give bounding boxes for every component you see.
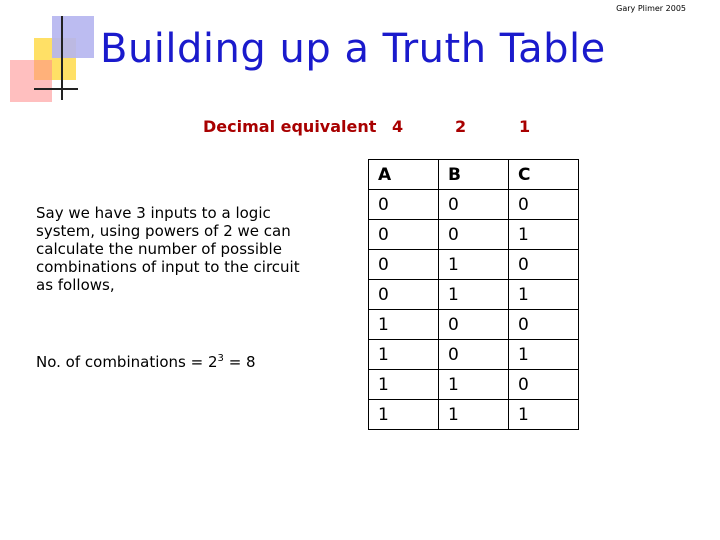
table-cell: 1 xyxy=(439,250,509,280)
table-row xyxy=(369,280,579,310)
slide-title: Building up a Truth Table xyxy=(100,26,606,72)
table-row xyxy=(369,370,579,400)
table-cell: 0 xyxy=(439,310,509,340)
table-cell: 1 xyxy=(369,310,439,340)
table-cell: 0 xyxy=(439,190,509,220)
table-cell: 1 xyxy=(509,280,579,310)
table-cell: 1 xyxy=(509,340,579,370)
column-header-b: B xyxy=(439,160,509,190)
column-header-a: A xyxy=(369,160,439,190)
table-cell: 0 xyxy=(439,340,509,370)
table-row xyxy=(369,220,579,250)
column-header-c: C xyxy=(509,160,579,190)
table-row xyxy=(369,190,579,220)
table-cell: 0 xyxy=(509,190,579,220)
table-cell: 0 xyxy=(369,220,439,250)
table-row xyxy=(369,310,579,340)
table-cell: 0 xyxy=(509,370,579,400)
table-row xyxy=(369,250,579,280)
table-cell: 1 xyxy=(369,340,439,370)
table-cell: 0 xyxy=(439,220,509,250)
table-cell: 1 xyxy=(439,370,509,400)
logo-blue-square xyxy=(52,16,94,58)
table-cell: 0 xyxy=(369,250,439,280)
combinations-result: = 8 xyxy=(228,353,256,371)
description-text: Say we have 3 inputs to a logic system, using powers of 2 we can calculate the number of possible combinations of input to the circuit as follows, xyxy=(36,204,300,294)
truth-table xyxy=(368,159,579,430)
table-cell: 0 xyxy=(509,310,579,340)
weight-a: 4 xyxy=(392,117,404,136)
table-cell: 0 xyxy=(369,280,439,310)
table-cell: 1 xyxy=(369,370,439,400)
combinations-exponent: 3 xyxy=(217,353,224,364)
logo-horizontal-line xyxy=(34,88,78,90)
weight-b: 2 xyxy=(455,117,467,136)
combinations-formula xyxy=(36,353,256,371)
table-row xyxy=(369,400,579,430)
table-cell: 1 xyxy=(509,400,579,430)
table-header-row xyxy=(369,160,579,190)
table-cell: 0 xyxy=(509,250,579,280)
table-row xyxy=(369,340,579,370)
weight-c: 1 xyxy=(519,117,531,136)
table-cell: 1 xyxy=(509,220,579,250)
logo-red-square xyxy=(10,60,52,102)
table-cell: 0 xyxy=(369,190,439,220)
author-credit: Gary Plimer 2005 xyxy=(616,4,686,13)
table-cell: 1 xyxy=(369,400,439,430)
table-cell: 1 xyxy=(439,400,509,430)
decimal-equivalent-label: Decimal equivalent xyxy=(203,117,377,136)
table-cell: 1 xyxy=(439,280,509,310)
combinations-prefix: No. of combinations = 2 xyxy=(36,353,218,371)
